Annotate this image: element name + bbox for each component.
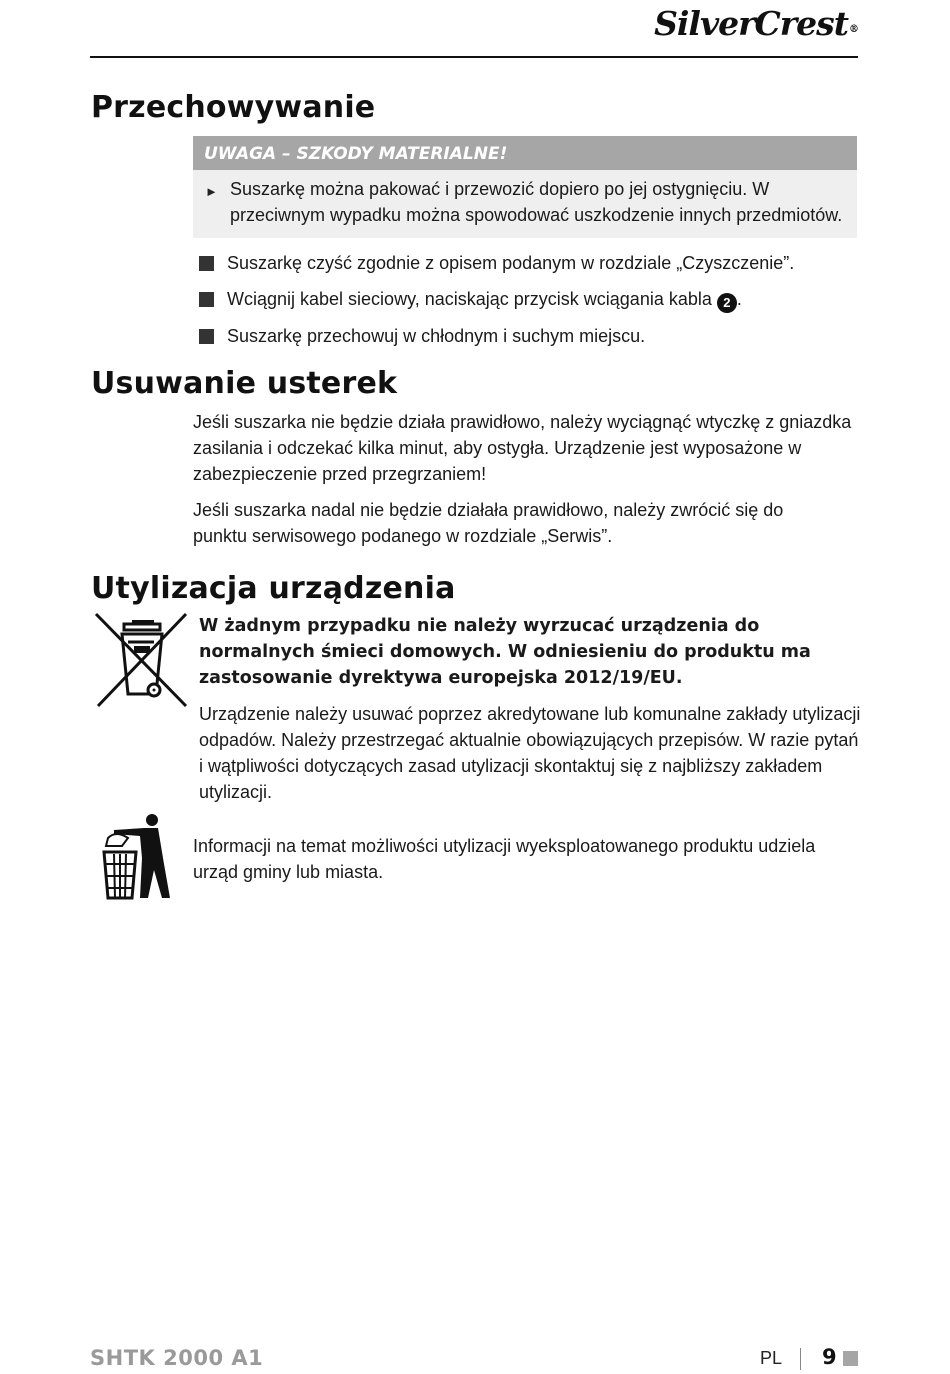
- registered-mark: ®: [849, 24, 858, 35]
- bullet-square-icon: [199, 329, 214, 344]
- footer-page-number: 9: [822, 1345, 837, 1369]
- bullet-square-icon: [199, 292, 214, 307]
- list-item: [199, 250, 859, 276]
- footer-separator: [800, 1348, 801, 1370]
- troubleshooting-paragraph-2: Jeśli suszarka nadal nie będzie działała prawidłowo, należy zwrócić się do punktu serwisowego podanego w rozdziale „Serwis”.: [193, 500, 784, 546]
- troubleshooting-heading: Usuwanie usterek: [91, 366, 398, 401]
- footer-square-icon: [843, 1351, 858, 1366]
- footer-language: PL: [760, 1348, 783, 1368]
- disposal-warning-bold: W żadnym przypadku nie należy wyrzucać urządzenia do normalnych śmieci domowych. W odniesieniu do produktu ma zastosowanie dyrektywa europejska 2012/19/EU.: [199, 616, 811, 688]
- disposal-paragraph-2: Informacji na temat możliwości utylizacji wyeksploatowanego produktu udziela urząd gminy lub miasta.: [193, 836, 816, 882]
- reference-number-badge: 2: [717, 293, 737, 313]
- brand-name: SilverCrest: [654, 4, 848, 43]
- warning-body: [193, 170, 857, 238]
- list-item-text: Wciągnij kabel sieciowy, naciskając przycisk wciągania kabla: [227, 289, 712, 309]
- header-rule: [90, 56, 858, 58]
- bullet-square-icon: [199, 256, 214, 271]
- disposal-heading: Utylizacja urządzenia: [91, 571, 456, 606]
- list-item-end: .: [736, 289, 742, 309]
- list-item-text: Suszarkę przechowuj w chłodnym i suchym miejscu.: [227, 326, 646, 346]
- arrow-right-icon: ►: [205, 184, 218, 199]
- warning-box: [193, 136, 857, 238]
- crossed-out-wheelie-bin-icon: [94, 612, 188, 708]
- brand-logo: [654, 4, 858, 44]
- list-item-text: Suszarkę czyść zgodnie z opisem podanym w rozdziale „Czyszczenie”.: [227, 253, 795, 273]
- tidyman-icon: [100, 812, 172, 900]
- list-item: [199, 323, 859, 349]
- list-item: [199, 286, 859, 313]
- troubleshooting-paragraph-1: Jeśli suszarka nie będzie działa prawidłowo, należy wyciągnąć wtyczkę z gniazdka zasilania i odczekać kilka minut, aby ostygła. Urządzenie jest wyposażone w zabezpieczenie przed przegrzaniem!: [193, 412, 852, 484]
- footer-model: SHTK 2000 A1: [90, 1346, 264, 1370]
- warning-title: UWAGA – SZKODY MATERIALNE!: [193, 136, 857, 170]
- disposal-paragraph-1: Urządzenie należy usuwać poprzez akredytowane lub komunalne zakłady utylizacji odpadów. Należy przestrzegać aktualnie obowiązujących przepisów. W razie pytań i wątpliwości dotyczących zasad utylizacji skontaktuj się z najbliższy zakładem utylizacji.: [199, 704, 861, 802]
- warning-text: Suszarkę można pakować i przewozić dopiero po jej ostygnięciu. W przeciwnym wypadku można spowodować uszkodzenie innych przedmiotów.: [230, 179, 843, 225]
- storage-list: [199, 250, 859, 359]
- storage-heading: Przechowywanie: [91, 90, 376, 125]
